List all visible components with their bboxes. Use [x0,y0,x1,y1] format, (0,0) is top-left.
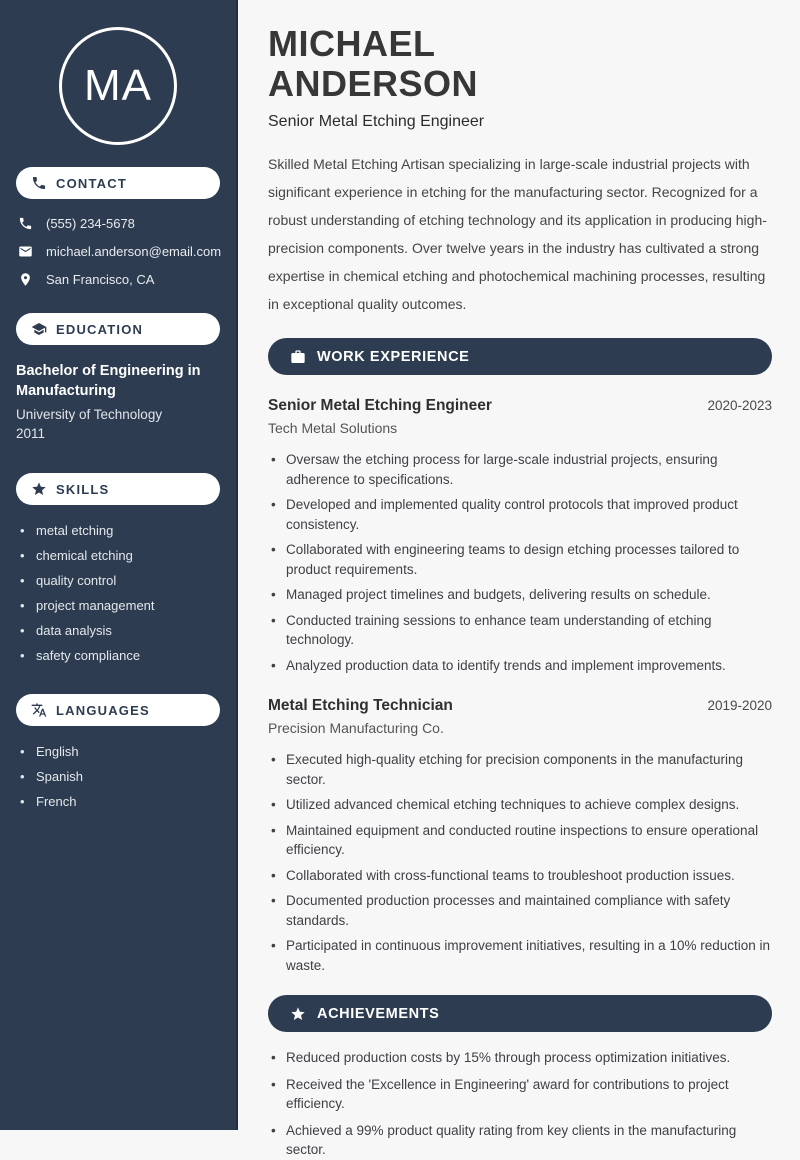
languages-section-label: LANGUAGES [56,702,150,718]
job-header [268,697,772,715]
job-bullet: • Oversaw the etching process for large-scale industrial projects, ensuring adherence to specifications. [268,450,772,489]
candidate-first-name: MICHAEL [268,23,436,64]
avatar-initials: MA [84,61,152,110]
education-degree: Bachelor of Engineering in Manufacturing [16,363,201,399]
job-bullet: • Conducted training sessions to enhance team understanding of etching technology. [268,611,772,650]
job-bullet-list [268,450,772,675]
job-title: Senior Metal Etching Engineer [268,397,492,414]
skill-item: • safety compliance [18,647,220,664]
sidebar [0,0,238,1130]
job-company: Precision Manufacturing Co. [268,720,444,736]
languages-list [18,743,220,810]
map-pin-icon [18,272,33,287]
achievements-section-header [268,995,772,1032]
language-item: • Spanish [18,768,220,785]
job-header [268,397,772,415]
skill-item: • metal etching [18,522,220,539]
briefcase-icon [290,349,306,365]
phone-icon [18,216,33,231]
skill-item: • project management [18,597,220,614]
star-icon [290,1006,306,1022]
contact-list [18,214,220,289]
contact-email-value: michael.anderson@email.com [46,244,222,259]
skill-item: • data analysis [18,622,220,639]
phone-icon [31,175,47,191]
candidate-name [268,24,772,104]
job-bullet: • Analyzed production data to identify trends and implement improvements. [268,656,772,676]
skills-section-label: SKILLS [56,481,110,497]
education-section-label: EDUCATION [56,321,144,337]
job-dates: 2019-2020 [707,698,772,713]
skill-item: • chemical etching [18,547,220,564]
achievement-bullet: • Received the 'Excellence in Engineering' award for contributions to project efficiency. [268,1075,772,1114]
job-bullet: • Developed and implemented quality control protocols that improved product consistency. [268,495,772,534]
candidate-headline: Senior Metal Etching Engineer [268,113,485,130]
avatar [59,27,177,145]
achievement-bullet: • Reduced production costs by 15% through process optimization initiatives. [268,1048,772,1068]
translate-icon [31,702,47,718]
job-bullet-list [268,750,772,975]
job-title: Metal Etching Technician [268,697,453,714]
languages-section-header [16,694,220,726]
job-bullet: • Documented production processes and maintained compliance with safety standards. [268,891,772,930]
job-bullet: • Utilized advanced chemical etching techniques to achieve complex designs. [268,795,772,815]
job-bullet: • Collaborated with engineering teams to design etching processes tailored to product requirements. [268,540,772,579]
education-year: 2011 [16,426,46,441]
envelope-icon [18,244,33,259]
work-experience-section-header [268,338,772,375]
job-dates: 2020-2023 [707,398,772,413]
contact-phone-row [18,214,220,233]
resume-main [238,0,800,1157]
work-experience-section-label: WORK EXPERIENCE [317,348,470,365]
star-icon [31,481,47,497]
skill-item: • quality control [18,572,220,589]
candidate-last-name: ANDERSON [268,63,479,104]
education-section-header [16,313,220,345]
achievements-section-label: ACHIEVEMENTS [317,1005,440,1022]
job-bullet: • Collaborated with cross-functional teams to troubleshoot production issues. [268,866,772,886]
education-school: University of Technology [16,407,163,422]
job-bullet: • Executed high-quality etching for precision components in the manufacturing sector. [268,750,772,789]
job-bullet: • Managed project timelines and budgets, delivering results on schedule. [268,585,772,605]
skills-section-header [16,473,220,505]
graduation-cap-icon [31,321,47,337]
achievement-bullet: • Achieved a 99% product quality rating from key clients in the manufacturing sector. [268,1121,772,1160]
contact-location-value: San Francisco, CA [46,272,155,287]
achievements-list [268,1048,772,1160]
job-bullet: • Maintained equipment and conducted routine inspections to ensure operational efficiency. [268,821,772,860]
contact-section-label: CONTACT [56,175,127,191]
job-bullet: • Participated in continuous improvement initiatives, resulting in a 10% reduction in waste. [268,936,772,975]
contact-email-row [18,242,220,261]
skills-list [18,522,220,664]
job-entry [268,397,772,675]
language-item: • English [18,743,220,760]
contact-location-row [18,270,220,289]
education-entry [16,361,220,443]
contact-phone-value: (555) 234-5678 [46,216,135,231]
job-company: Tech Metal Solutions [268,420,398,436]
professional-summary: Skilled Metal Etching Artisan specializing in large-scale industrial projects with significant experience in etching for the manufacturing sector. Recognized for a robust understanding of etching technology and its application in producing high-precision components. Over twelve years in the industry has cultivated a strong expertise in chemical etching and photochemical machining processes, resulting in exceptional quality outcomes. [268,156,767,312]
language-item: • French [18,793,220,810]
contact-section-header [16,167,220,199]
job-entry [268,697,772,975]
